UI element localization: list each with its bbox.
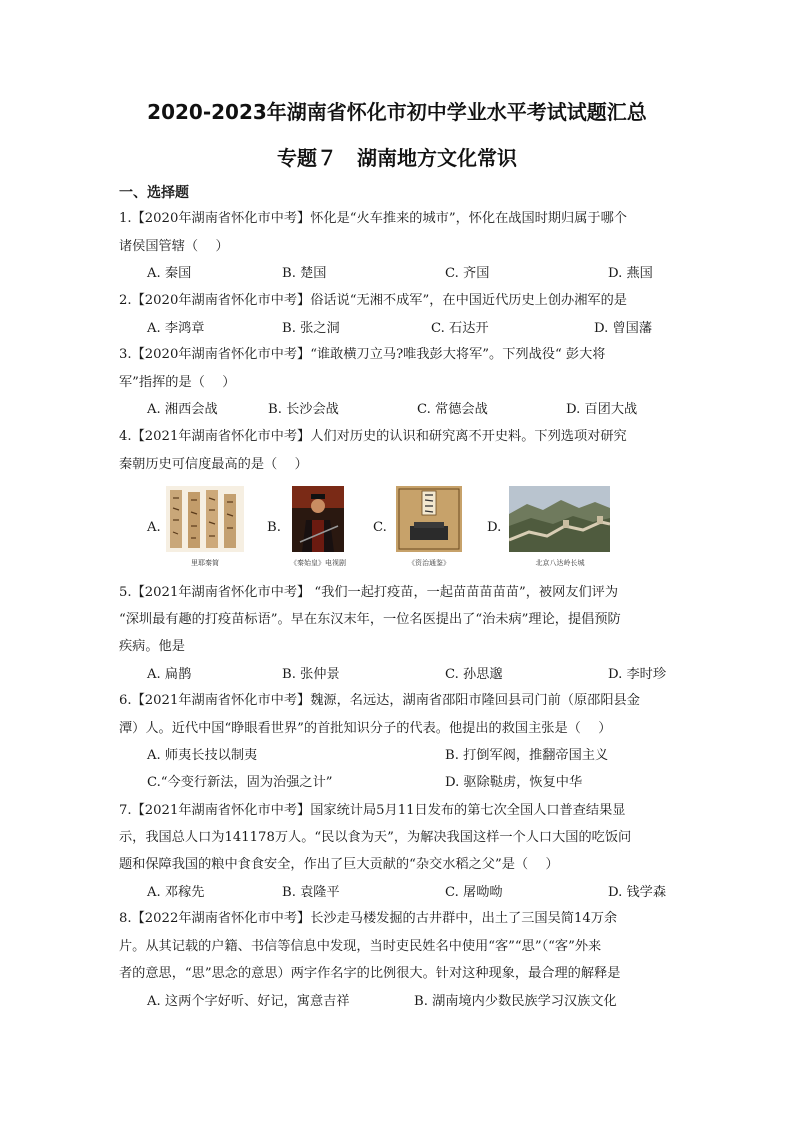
question-8-line-3: 者的意思，“思”思念的意思）两字作名字的比例很大。针对这种现象，最合理的解释是 xyxy=(119,966,621,981)
question-8-line-2: 片。从其记载的户籍、书信等信息中发现，当时吏民姓名中使用“客”“思”（“客”外来 xyxy=(119,939,602,954)
question-4-option-c: C. xyxy=(373,520,387,535)
question-3-line-2: 军”指挥的是（ ） xyxy=(119,375,236,390)
question-4-option-b: B. xyxy=(267,520,281,535)
question-1-option-b: B. 楚国 xyxy=(282,266,327,281)
question-4-caption-c: 《资治通鉴》 xyxy=(408,559,450,567)
question-6-option-c: C.“今变行新法，固为治强之计” xyxy=(147,775,333,790)
question-4-caption-d: 北京八达岭长城 xyxy=(535,559,585,567)
question-5-option-b: B. 张仲景 xyxy=(282,667,340,682)
question-5-line-1: 5.【2021年湖南省怀化市中考】 “我们一起打疫苗，一起苗苗苗苗苗”，被网友们评为 xyxy=(119,585,619,600)
question-1-line-1: 1.【2020年湖南省怀化市中考】怀化是“火车推来的城市”，怀化在战国时期归属于哪个 xyxy=(119,211,627,226)
book-cover-image xyxy=(396,486,462,552)
question-3-option-d: D. 百团大战 xyxy=(566,402,638,417)
question-7-line-3: 题和保障我国的粮中食食安全，作出了巨大贡献的“杂交水稻之父”是（ ） xyxy=(119,857,559,872)
question-7-option-b: B. 袁隆平 xyxy=(282,885,340,900)
question-4-caption-a: 里耶秦简 xyxy=(191,559,219,567)
question-8-option-a: A. 这两个字好听、好记，寓意吉祥 xyxy=(147,994,350,1009)
question-7-line-1: 7.【2021年湖南省怀化市中考】国家统计局5月11日发布的第七次全国人口普查结果显 xyxy=(119,803,626,818)
question-2-option-a: A. 李鸿章 xyxy=(147,321,205,336)
question-2-option-d: D. 曾国藩 xyxy=(594,321,653,336)
question-3-option-b: B. 长沙会战 xyxy=(268,402,339,417)
question-1-line-2: 诸侯国管辖（ ） xyxy=(119,239,229,254)
question-5-option-d: D. 李时珍 xyxy=(608,667,667,682)
bamboo-slips-image xyxy=(166,486,244,552)
question-7-option-d: D. 钱学森 xyxy=(608,885,667,900)
document-subtitle: 专题７ 湖南地方文化常识 xyxy=(277,146,517,170)
question-3-option-c: C. 常德会战 xyxy=(417,402,488,417)
question-7-option-c: C. 屠呦呦 xyxy=(445,885,503,900)
question-6-option-a: A. 师夷长技以制夷 xyxy=(147,748,258,763)
question-5-line-2: “深圳最有趣的打疫苗标语”。早在东汉末年，一位名医提出了“治未病”理论，提倡预防 xyxy=(119,612,621,627)
section-heading: 一、选择题 xyxy=(119,185,189,201)
question-6-option-d: D. 驱除鞑虏，恢复中华 xyxy=(445,775,583,790)
question-8-option-b: B. 湖南境内少数民族学习汉族文化 xyxy=(414,994,617,1009)
question-4-option-a: A. xyxy=(147,520,161,535)
question-4-caption-b: 《秦始皇》电视剧 xyxy=(290,559,346,567)
question-6-line-2: 潭）人。近代中国“睁眼看世界”的首批知识分子的代表。他提出的救国主张是（ ） xyxy=(119,721,612,736)
question-6-option-b: B. 打倒军阀，推翻帝国主义 xyxy=(445,748,609,763)
question-7-line-2: 示，我国总人口为141178万人。“民以食为天”，为解决我国这样一个人口大国的吃饭问 xyxy=(119,830,632,845)
great-wall-photo xyxy=(509,486,610,552)
question-4-option-d: D. xyxy=(487,520,502,535)
question-5-option-c: C. 孙思邈 xyxy=(445,667,503,682)
question-4-line-1: 4.【2021年湖南省怀化市中考】人们对历史的认识和研究离不开史料。下列选项对研究 xyxy=(119,429,627,444)
tv-drama-poster-image xyxy=(292,486,344,552)
question-4-line-2: 秦朝历史可信度最高的是（ ） xyxy=(119,457,308,472)
question-1-option-c: C. 齐国 xyxy=(445,266,490,281)
document-title: 2020-2023年湖南省怀化市初中学业水平考试试题汇总 xyxy=(147,100,647,124)
question-7-option-a: A. 邓稼先 xyxy=(147,885,205,900)
question-1-option-d: D. 燕国 xyxy=(608,266,653,281)
question-2-line-1: 2.【2020年湖南省怀化市中考】俗话说“无湘不成军”，在中国近代历史上创办湘军的是 xyxy=(119,293,627,308)
question-1-option-a: A. 秦国 xyxy=(147,266,192,281)
question-5-line-3: 疾病。他是 xyxy=(119,639,185,654)
question-5-option-a: A. 扁鹊 xyxy=(147,667,192,682)
question-3-option-a: A. 湘西会战 xyxy=(147,402,218,417)
question-2-option-b: B. 张之洞 xyxy=(282,321,340,336)
question-6-line-1: 6.【2021年湖南省怀化市中考】魏源，名远达，湖南省邵阳市隆回县司门前（原邵阳县金 xyxy=(119,693,640,708)
question-8-line-1: 8.【2022年湖南省怀化市中考】长沙走马楼发掘的古井群中，出土了三国吴简14万余 xyxy=(119,911,618,926)
question-3-line-1: 3.【2020年湖南省怀化市中考】“谁敢横刀立马?唯我彭大将军”。下列战役“ 彭大将 xyxy=(119,347,606,362)
question-2-option-c: C. 石达开 xyxy=(431,321,489,336)
